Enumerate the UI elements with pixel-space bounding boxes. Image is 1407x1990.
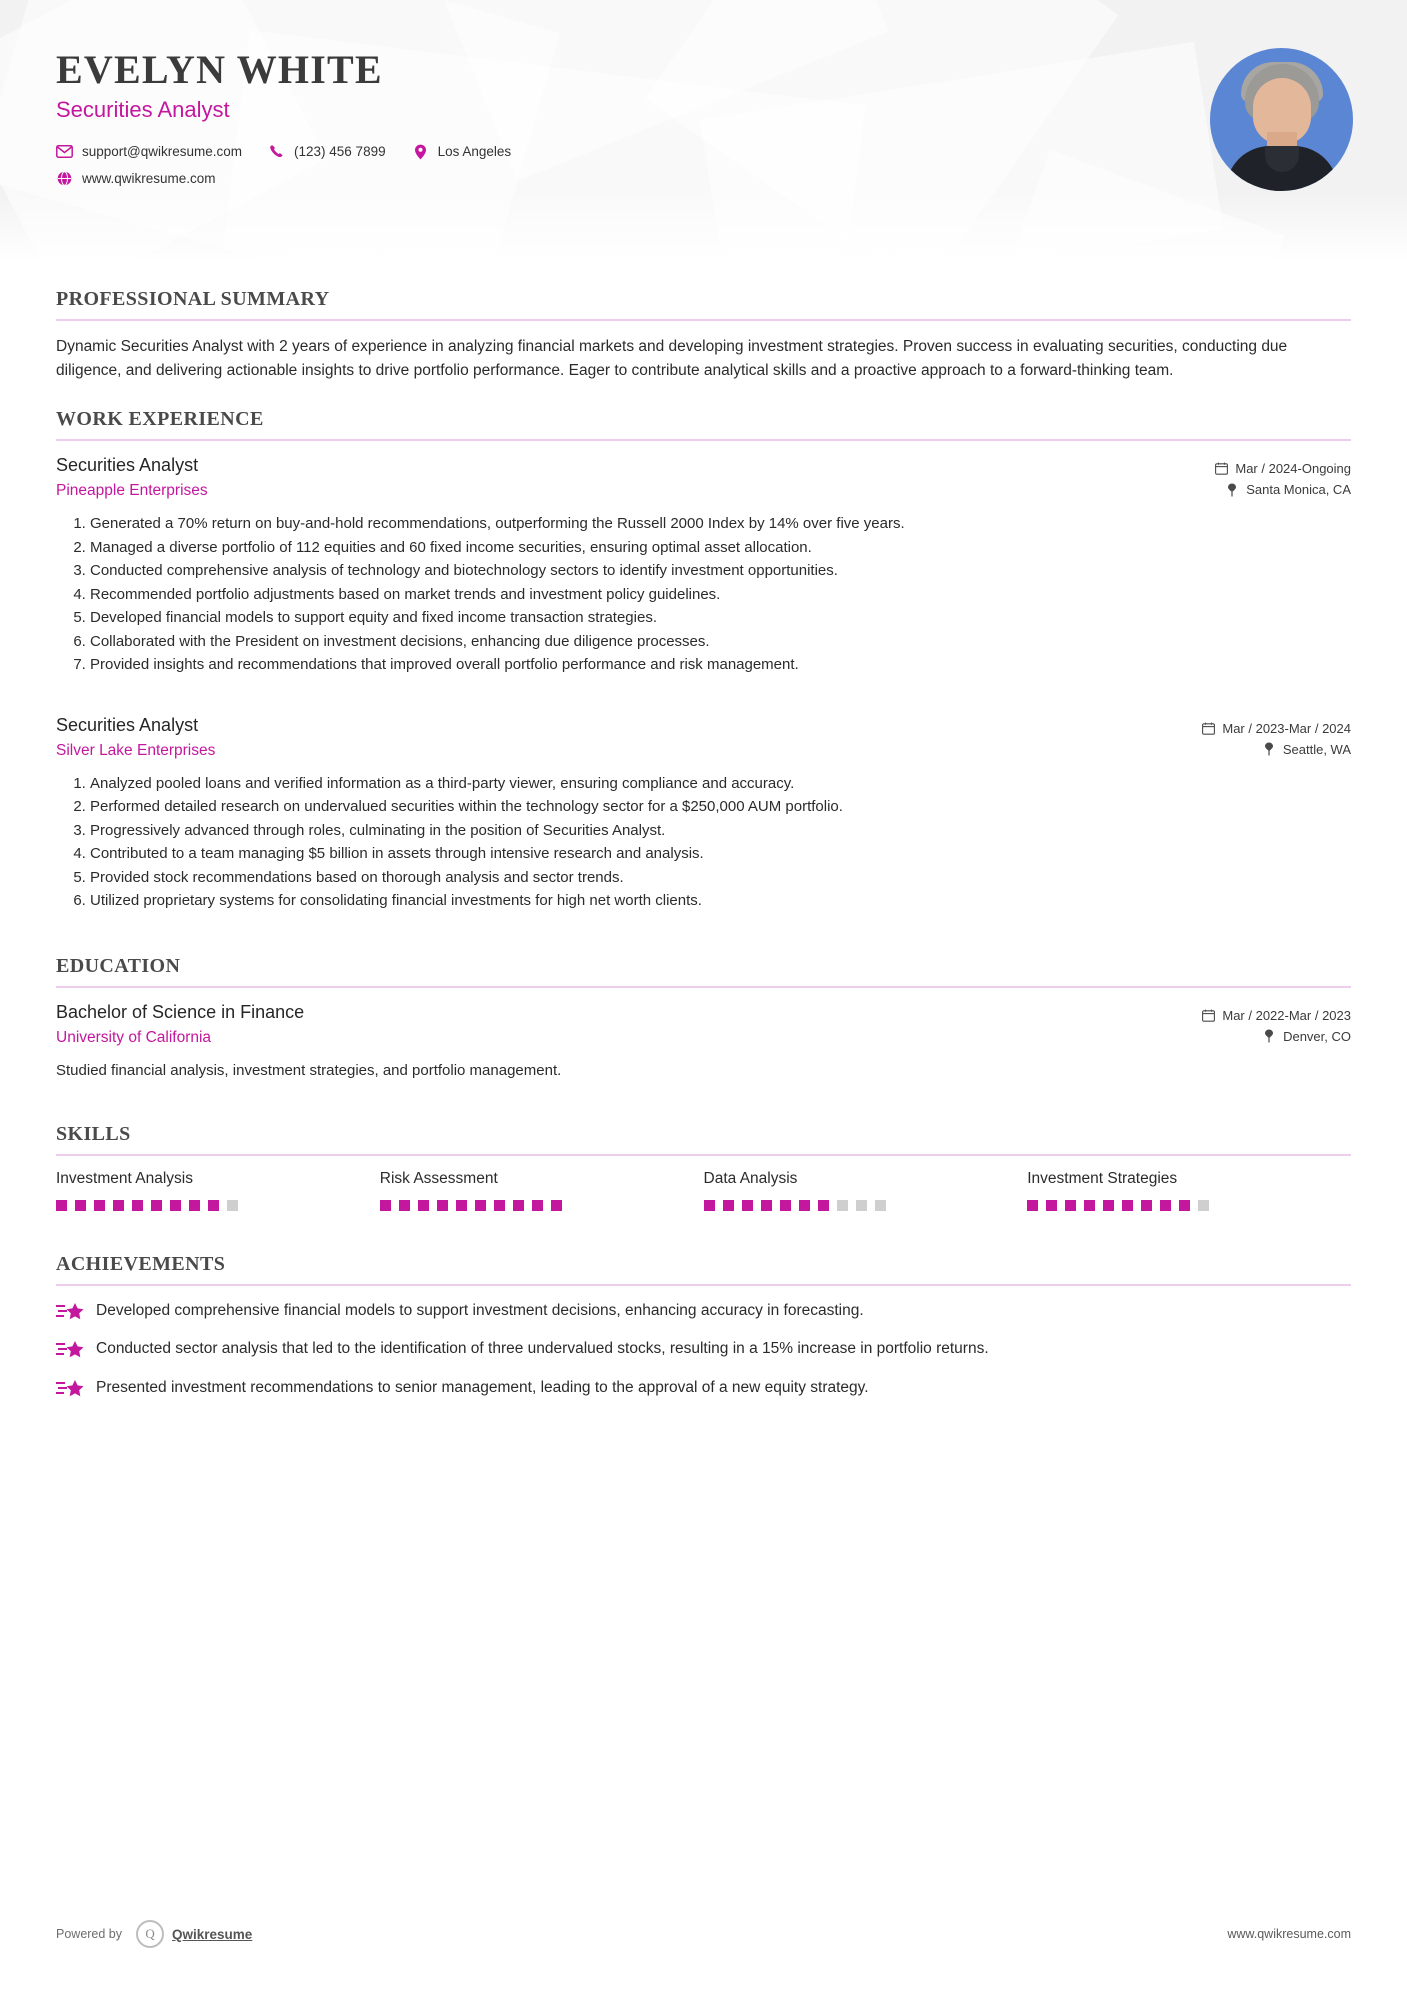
calendar-icon (1201, 1008, 1215, 1022)
experience-location-text: Santa Monica, CA (1246, 482, 1351, 498)
section-rule (56, 1154, 1351, 1156)
section-title-achievements: ACHIEVEMENTS (56, 1252, 226, 1275)
skill-rating (380, 1200, 704, 1211)
contact-row-primary (56, 143, 1351, 160)
skill-dot (818, 1200, 829, 1211)
list-item: 2. Managed a diverse portfolio of 112 equities and 60 fixed income securities, ensuring optimal asset allocation. (90, 537, 1351, 560)
skill-dot (380, 1200, 391, 1211)
education-dates-text: Mar / 2022-Mar / 2023 (1222, 1007, 1351, 1023)
skill-item (380, 1170, 704, 1211)
skill-dot (799, 1200, 810, 1211)
experience-dates (1214, 461, 1351, 476)
map-pin-icon (1262, 1029, 1276, 1043)
section-skills (56, 1123, 1351, 1211)
experience-bullets (56, 513, 1351, 677)
skill-dot (1027, 1200, 1038, 1211)
skill-dot (151, 1200, 162, 1211)
candidate-name: EVELYN WHITE (56, 47, 383, 92)
map-pin-icon (1262, 742, 1276, 756)
skill-rating (1027, 1200, 1351, 1211)
skill-dot (94, 1200, 105, 1211)
email-icon (56, 143, 73, 160)
skill-dot (551, 1200, 562, 1211)
summary-text: Dynamic Securities Analyst with 2 years of experience in analyzing financial markets and developing investment strategies. Proven success in evaluating securities, conducting due diligence, and delivering actionable insights to drive portfolio performance. Eager to contribute analytical skills and a proactive approach to a forward-thinking team. (56, 338, 1288, 379)
skill-dot (1160, 1200, 1171, 1211)
calendar-icon (1201, 721, 1215, 735)
education-description: Studied financial analysis, investment strategies, and portfolio management. (56, 1061, 562, 1079)
skill-dot (742, 1200, 753, 1211)
skill-dot (1046, 1200, 1057, 1211)
skill-dot (1122, 1200, 1133, 1211)
skill-dot (1084, 1200, 1095, 1211)
skills-grid (56, 1170, 1351, 1211)
skill-dot (227, 1200, 238, 1211)
contact-email-text: support@qwikresume.com (82, 144, 243, 159)
skill-dot (1141, 1200, 1152, 1211)
skill-label: Data Analysis (703, 1169, 798, 1187)
globe-icon (56, 170, 73, 187)
skill-dot (437, 1200, 448, 1211)
experience-company: Pineapple Enterprises (56, 482, 208, 500)
list-item: 1. Generated a 70% return on buy-and-hold recommendations, outperforming the Russell 2000 Index by 14% over five years. (90, 513, 1351, 536)
experience-dates-text: Mar / 2023-Mar / 2024 (1222, 720, 1351, 736)
qwikresume-logo-icon: Q (136, 1920, 164, 1948)
brand-name-link[interactable]: Qwikresume (172, 1926, 253, 1942)
candidate-job-title: Securities Analyst (56, 97, 230, 122)
section-achievements (56, 1253, 1351, 1399)
header-fade (0, 192, 1407, 262)
skill-dot (399, 1200, 410, 1211)
star-burst-icon (56, 1302, 86, 1324)
skill-dot (418, 1200, 429, 1211)
skill-dot (132, 1200, 143, 1211)
skill-dot (189, 1200, 200, 1211)
skill-dot (856, 1200, 867, 1211)
phone-icon (268, 143, 285, 160)
list-item: 2. Performed detailed research on undervalued securities within the technology sector for a $250,000 AUM portfolio. (90, 796, 1351, 819)
education-location-text: Denver, CO (1283, 1028, 1351, 1044)
education-location (1201, 1029, 1351, 1044)
skill-dot (532, 1200, 543, 1211)
skill-item (56, 1170, 380, 1211)
skill-dot (170, 1200, 181, 1211)
skill-rating (704, 1200, 1028, 1211)
section-title-education: EDUCATION (56, 954, 181, 977)
list-item: 7. Provided insights and recommendations that improved overall portfolio performance and risk management. (90, 654, 1351, 677)
contact-website[interactable] (56, 170, 216, 187)
list-item: 3. Conducted comprehensive analysis of technology and biotechnology sectors to identify investment opportunities. (90, 560, 1351, 583)
section-title-summary: PROFESSIONAL SUMMARY (56, 288, 330, 310)
skill-dot (1065, 1200, 1076, 1211)
contact-location-text: Los Angeles (437, 144, 512, 159)
skill-dot (875, 1200, 886, 1211)
experience-company: Silver Lake Enterprises (56, 741, 216, 759)
experience-dates (1201, 721, 1351, 736)
skill-label: Investment Strategies (1027, 1169, 1178, 1187)
skill-dot (780, 1200, 791, 1211)
list-item: 3. Progressively advanced through roles, culminating in the position of Securities Analyst. (90, 820, 1351, 843)
skill-dot (837, 1200, 848, 1211)
contact-location (412, 143, 512, 160)
achievement-text: Presented investment recommendations to senior management, leading to the approval of a new equity strategy. (96, 1378, 869, 1396)
education-school: University of California (56, 1028, 212, 1046)
section-rule (56, 439, 1351, 441)
experience-location-text: Seattle, WA (1282, 741, 1351, 757)
experience-entry (56, 455, 1351, 677)
resume-header (0, 0, 1407, 262)
section-experience (56, 408, 1351, 913)
section-education (56, 955, 1351, 1079)
skill-item (1027, 1170, 1351, 1211)
section-rule (56, 1284, 1351, 1286)
achievement-item (56, 1377, 1351, 1399)
achievement-text: Conducted sector analysis that led to the identification of three undervalued stocks, resulting in a 15% increase in portfolio returns. (96, 1340, 989, 1358)
contact-row-secondary (56, 170, 1351, 187)
skill-dot (456, 1200, 467, 1211)
list-item: 4. Recommended portfolio adjustments based on market trends and investment policy guidelines. (90, 584, 1351, 607)
section-rule (56, 319, 1351, 321)
section-summary (56, 288, 1351, 382)
list-item: 5. Provided stock recommendations based on thorough analysis and sector trends. (90, 867, 1351, 890)
education-dates (1201, 1008, 1351, 1023)
achievement-item (56, 1300, 1351, 1322)
skill-label: Risk Assessment (379, 1169, 498, 1187)
skill-dot (208, 1200, 219, 1211)
education-entry (56, 1002, 1351, 1079)
skill-dot (494, 1200, 505, 1211)
calendar-icon (1214, 462, 1228, 476)
experience-location (1214, 482, 1351, 497)
skill-dot (723, 1200, 734, 1211)
skill-dot (1103, 1200, 1114, 1211)
skill-label: Investment Analysis (56, 1169, 193, 1187)
list-item: 6. Utilized proprietary systems for consolidating financial investments for high net worth clients. (90, 890, 1351, 913)
experience-entry (56, 715, 1351, 913)
contact-phone-text: (123) 456 7899 (294, 144, 386, 159)
experience-location (1201, 742, 1351, 757)
section-rule (56, 986, 1351, 988)
avatar (1210, 48, 1353, 191)
list-item: 1. Analyzed pooled loans and verified information as a third-party viewer, ensuring compliance and accuracy. (90, 773, 1351, 796)
contact-website-text: www.qwikresume.com (82, 171, 216, 186)
contact-email[interactable] (56, 143, 242, 160)
skill-dot (475, 1200, 486, 1211)
achievement-item (56, 1338, 1351, 1360)
page-footer (56, 1920, 1351, 1948)
skill-item (704, 1170, 1028, 1211)
star-burst-icon (56, 1379, 86, 1401)
experience-role: Securities Analyst (56, 455, 199, 476)
education-degree: Bachelor of Science in Finance (56, 1001, 305, 1022)
skill-dot (113, 1200, 124, 1211)
skill-dot (761, 1200, 772, 1211)
star-burst-icon (56, 1340, 86, 1362)
list-item: 4. Contributed to a team managing $5 billion in assets through intensive research and analysis. (90, 843, 1351, 866)
spacer (56, 685, 1351, 715)
list-item: 6. Collaborated with the President on investment decisions, enhancing due diligence processes. (90, 631, 1351, 654)
section-title-skills: SKILLS (56, 1122, 131, 1145)
skill-dot (75, 1200, 86, 1211)
footer-website[interactable]: www.qwikresume.com (1227, 1927, 1351, 1941)
skill-dot (1179, 1200, 1190, 1211)
skill-rating (56, 1200, 380, 1211)
experience-dates-text: Mar / 2024-Ongoing (1235, 461, 1351, 477)
contact-phone[interactable] (268, 143, 386, 160)
experience-role: Securities Analyst (56, 714, 199, 735)
powered-by-label: Powered by (56, 1927, 123, 1941)
skill-dot (704, 1200, 715, 1211)
footer-branding (56, 1920, 252, 1948)
experience-bullets (56, 773, 1351, 913)
skill-dot (513, 1200, 524, 1211)
list-item: 5. Developed financial models to support equity and fixed income transaction strategies. (90, 607, 1351, 630)
skill-dot (1198, 1200, 1209, 1211)
skill-dot (56, 1200, 67, 1211)
map-pin-icon (1225, 483, 1239, 497)
section-title-experience: WORK EXPERIENCE (56, 408, 264, 431)
location-pin-icon (412, 143, 429, 160)
achievement-text: Developed comprehensive financial models to support investment decisions, enhancing accuracy in forecasting. (96, 1301, 864, 1319)
